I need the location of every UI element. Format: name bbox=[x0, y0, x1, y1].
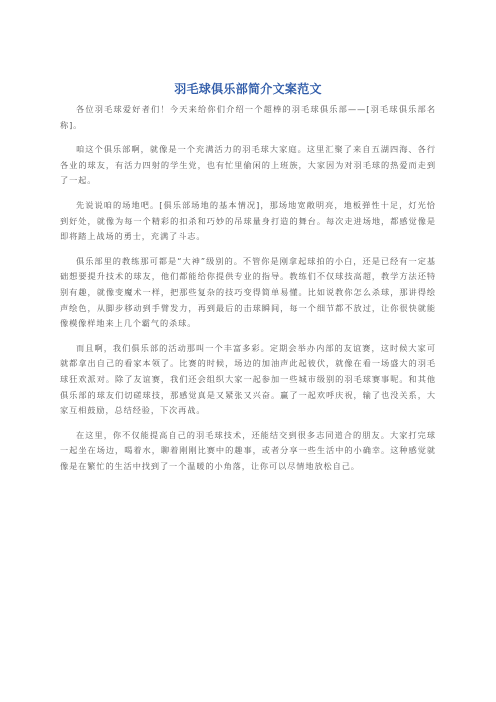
paragraph-venue: 先说说咱的场地吧。[俱乐部场地的基本情况]，那场地宽敞明亮，地板弹性十足，灯光恰到好处，就像为每一个精彩的扣杀和巧妙的吊球量身打造的舞台。每次走进场地，都感觉像是即将踏上战场的勇士，充满了斗志。 bbox=[60, 199, 436, 242]
paragraph-club-family: 咱这个俱乐部啊，就像是一个充满活力的羽毛球大家庭。这里汇聚了来自五湖四海、各行各业的球友，有活力四射的学生党，也有忙里偷闲的上班族，大家因为对羽毛球的热爱而走到了一起。 bbox=[60, 144, 436, 186]
paragraph-friends: 在这里，你不仅能提高自己的羽毛球技术，还能结交到很多志同道合的朋友。大家打完球一起坐在场边，喝着水，聊着刚刚比赛中的趣事，或者分享一些生活中的小确幸。这种感觉就像是在繁忙的生活中找到了一个温暖的小角落，让你可以尽情地放松自己。 bbox=[60, 429, 436, 471]
document-title: 羽毛球俱乐部简介文案范文 bbox=[174, 82, 322, 96]
paragraph-coaches: 俱乐部里的教练那可都是“大神”级别的。不管你是刚拿起球拍的小白，还是已经有一定基础想要提升技术的球友，他们都能给你提供专业的指导。教练们不仅球技高超，教学方法还特别有趣，就像变魔术一样，把那些复杂的技巧变得简单易懂。比如说教你怎么杀球，那讲得绘声绘色，从脚步移动到手臂发力，再到最后的击球瞬间，每一个细节都不放过，让你很快就能像模像样地来上几个霸气的杀球。 bbox=[60, 255, 436, 329]
paragraph-activities: 而且啊，我们俱乐部的活动那叫一个丰富多彩。定期会举办内部的友谊赛，这时候大家可就都拿出自己的看家本领了。比赛的时候，场边的加油声此起彼伏，就像在看一场盛大的羽毛球狂欢派对。除了友谊赛，我们还会组织大家一起参加一些城市级别的羽毛球赛事呢。和其他俱乐部的球友们切磋球技，那感觉真是又紧张又兴奋。赢了一起欢呼庆祝，输了也没关系，大家互相鼓励，总结经验，下次再战。 bbox=[60, 342, 436, 416]
document-body bbox=[60, 102, 436, 483]
paragraph-intro: 各位羽毛球爱好者们！今天来给你们介绍一个超棒的羽毛球俱乐部——[羽毛球俱乐部名称]。 bbox=[60, 104, 436, 130]
